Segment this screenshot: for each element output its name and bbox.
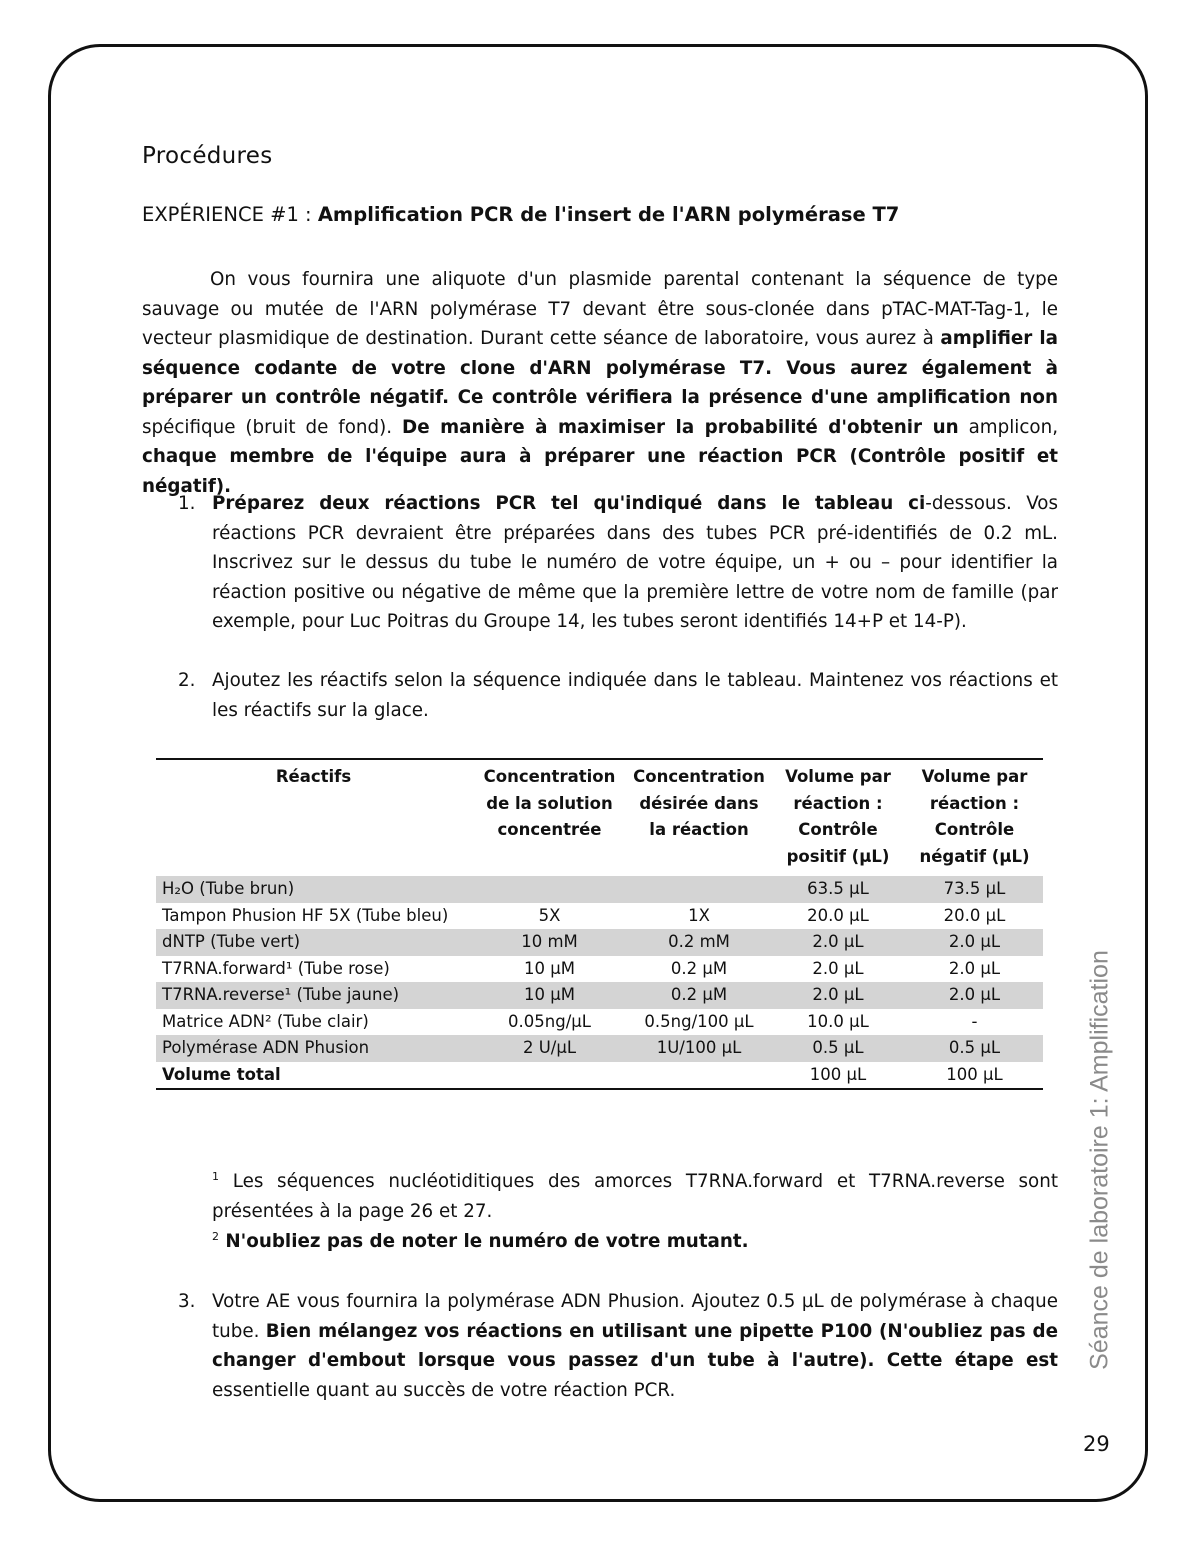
cell-positive: 2.0 µL xyxy=(812,958,864,978)
cell-positive: 2.0 µL xyxy=(770,929,906,956)
step-2 xyxy=(178,666,1058,725)
page-number: 29 xyxy=(1083,1432,1110,1456)
table-row xyxy=(156,1035,1043,1062)
table-row xyxy=(156,982,1043,1009)
step-number: 3. xyxy=(178,1291,196,1312)
cell-stock: 2 U/µL xyxy=(471,1035,628,1062)
experiment-heading xyxy=(142,203,899,226)
table-row xyxy=(156,929,1043,956)
cell-final: 0.2 µM xyxy=(628,982,770,1009)
cell-final: 0.2 µM xyxy=(670,958,728,978)
cell-stock: 0.05ng/µL xyxy=(508,1011,591,1031)
intro-bold-2: De manière à maximiser la probabilité d'obtenir un xyxy=(402,416,959,438)
cell-positive: 0.5 µL xyxy=(770,1035,906,1062)
cell-reagent: Matrice ADN² (Tube clair) xyxy=(162,1011,369,1031)
intro-text-2: spécifique (bruit de fond). xyxy=(142,416,403,438)
header-cell: Volume par réaction : Contrôle positif (µL) xyxy=(770,759,906,876)
cell-final xyxy=(628,1062,770,1090)
step-1-bold: Préparez deux réactions PCR tel qu'indiqué dans le tableau ci xyxy=(212,493,926,514)
footnote-1-mark: 1 xyxy=(212,1169,219,1183)
experiment-title: Amplification PCR de l'insert de l'ARN polymérase T7 xyxy=(317,203,900,226)
step-1-text: -dessous. Vos réactions PCR devraient être préparées dans des tubes PCR pré-identifiés de 0.2 mL. Inscrivez sur le dessus du tube le numéro de votre équipe, un + ou – pour identifier la réaction positive ou négative de même que la première lettre de votre nom de famille (par exemple, pour Luc Poitras du Groupe 14, les tubes seront identifiés 14+P et 14-P). xyxy=(212,493,1058,632)
footnote-1 xyxy=(212,1167,1058,1226)
step-1 xyxy=(178,489,1058,637)
table-header-row xyxy=(156,759,1043,876)
intro-paragraph xyxy=(142,265,1058,501)
cell-stock xyxy=(471,1062,628,1090)
step-number: 1. xyxy=(178,493,196,514)
footnote-2 xyxy=(212,1227,1058,1257)
table-row xyxy=(156,903,1043,930)
cell-negative: 20.0 µL xyxy=(943,905,1006,925)
intro-text-1: On vous fournira une aliquote d'un plasmide parental contenant la séquence de type sauvage ou mutée de l'ARN polymérase T7 devant être sous-clonée dans pTAC-MAT-Tag-1, le vecteur plasmidique de destination. Durant cette séance de laboratoire, vous aurez à xyxy=(142,269,1058,349)
experiment-prefix: EXPÉRIENCE #1 : xyxy=(142,203,318,226)
table-row xyxy=(156,1009,1043,1036)
cell-reagent: T7RNA.reverse¹ (Tube jaune) xyxy=(156,982,471,1009)
cell-reagent: T7RNA.forward¹ (Tube rose) xyxy=(162,958,390,978)
cell-negative: 0.5 µL xyxy=(906,1035,1043,1062)
footnote-2-mark: 2 xyxy=(212,1229,219,1243)
cell-final: 0.5ng/100 µL xyxy=(644,1011,754,1031)
table-row-total xyxy=(156,1062,1043,1090)
cell-positive: 100 µL xyxy=(770,1062,906,1090)
cell-positive: 2.0 µL xyxy=(770,982,906,1009)
cell-positive: 10.0 µL xyxy=(807,1011,869,1031)
header-cell: Concentration de la solution concentrée xyxy=(471,759,628,876)
footnote-2-text: N'oubliez pas de noter le numéro de votre mutant. xyxy=(219,1231,749,1252)
side-label: Séance de laboratoire 1: Amplification xyxy=(1085,950,1114,1370)
header-cell: Réactifs xyxy=(156,759,471,876)
step-number: 2. xyxy=(178,670,196,691)
intro-text-3: amplicon, xyxy=(958,416,1058,438)
step-3-end: essentielle quant au succès de votre réaction PCR. xyxy=(212,1379,676,1401)
step-3-text: Votre AE vous fournira la polymérase ADN Phusion. Ajoutez 0.5 µL de polymérase à chaque tube. xyxy=(212,1291,1058,1342)
cell-negative: - xyxy=(971,1011,978,1031)
header-cell: Concentration désirée dans la réaction xyxy=(628,759,770,876)
cell-final xyxy=(628,876,770,903)
cell-reagent: H₂O (Tube brun) xyxy=(156,876,471,903)
reagents-table xyxy=(156,758,1043,1090)
table-row xyxy=(156,876,1043,903)
cell-negative: 2.0 µL xyxy=(906,982,1043,1009)
cell-positive: 63.5 µL xyxy=(770,876,906,903)
cell-negative: 2.0 µL xyxy=(948,958,1001,978)
cell-positive: 20.0 µL xyxy=(807,905,869,925)
page-title: Procédures xyxy=(142,143,273,169)
step-3 xyxy=(178,1287,1058,1405)
cell-reagent: dNTP (Tube vert) xyxy=(156,929,471,956)
intro-bold-1: amplifier la séquence codante de votre clone d'ARN polymérase T7. Vous aurez également à préparer un contrôle négatif. Ce contrôle vérifiera la présence d'une amplification non xyxy=(142,328,1058,408)
step-3-bold: Bien mélangez vos réactions en utilisant une pipette P100 (N'oubliez pas de changer d'embout lorsque vous passez d'un tube à l'autre). Cette étape est xyxy=(212,1320,1058,1371)
cell-stock: 10 mM xyxy=(471,929,628,956)
cell-negative: 73.5 µL xyxy=(906,876,1043,903)
step-2-text: Ajoutez les réactifs selon la séquence indiquée dans le tableau. Maintenez vos réactions et les réactifs sur la glace. xyxy=(212,670,1058,721)
intro-bold-3: chaque membre de l'équipe aura à préparer une réaction PCR (Contrôle positif et négatif). xyxy=(142,446,1058,497)
cell-reagent: Polymérase ADN Phusion xyxy=(156,1035,471,1062)
cell-negative: 2.0 µL xyxy=(906,929,1043,956)
cell-reagent: Volume total xyxy=(156,1062,471,1090)
cell-stock xyxy=(471,876,628,903)
cell-final: 1U/100 µL xyxy=(628,1035,770,1062)
cell-stock: 5X xyxy=(538,905,561,925)
cell-negative: 100 µL xyxy=(906,1062,1043,1090)
cell-stock: 10 µM xyxy=(524,958,575,978)
cell-stock: 10 µM xyxy=(471,982,628,1009)
cell-final: 0.2 mM xyxy=(628,929,770,956)
footnote-1-text: Les séquences nucléotiditiques des amorces T7RNA.forward et T7RNA.reverse sont présentées à la page 26 et 27. xyxy=(212,1171,1058,1222)
table-row xyxy=(156,956,1043,983)
cell-reagent: Tampon Phusion HF 5X (Tube bleu) xyxy=(162,905,449,925)
header-cell: Volume par réaction : Contrôle négatif (µL) xyxy=(906,759,1043,876)
cell-final: 1X xyxy=(688,905,710,925)
